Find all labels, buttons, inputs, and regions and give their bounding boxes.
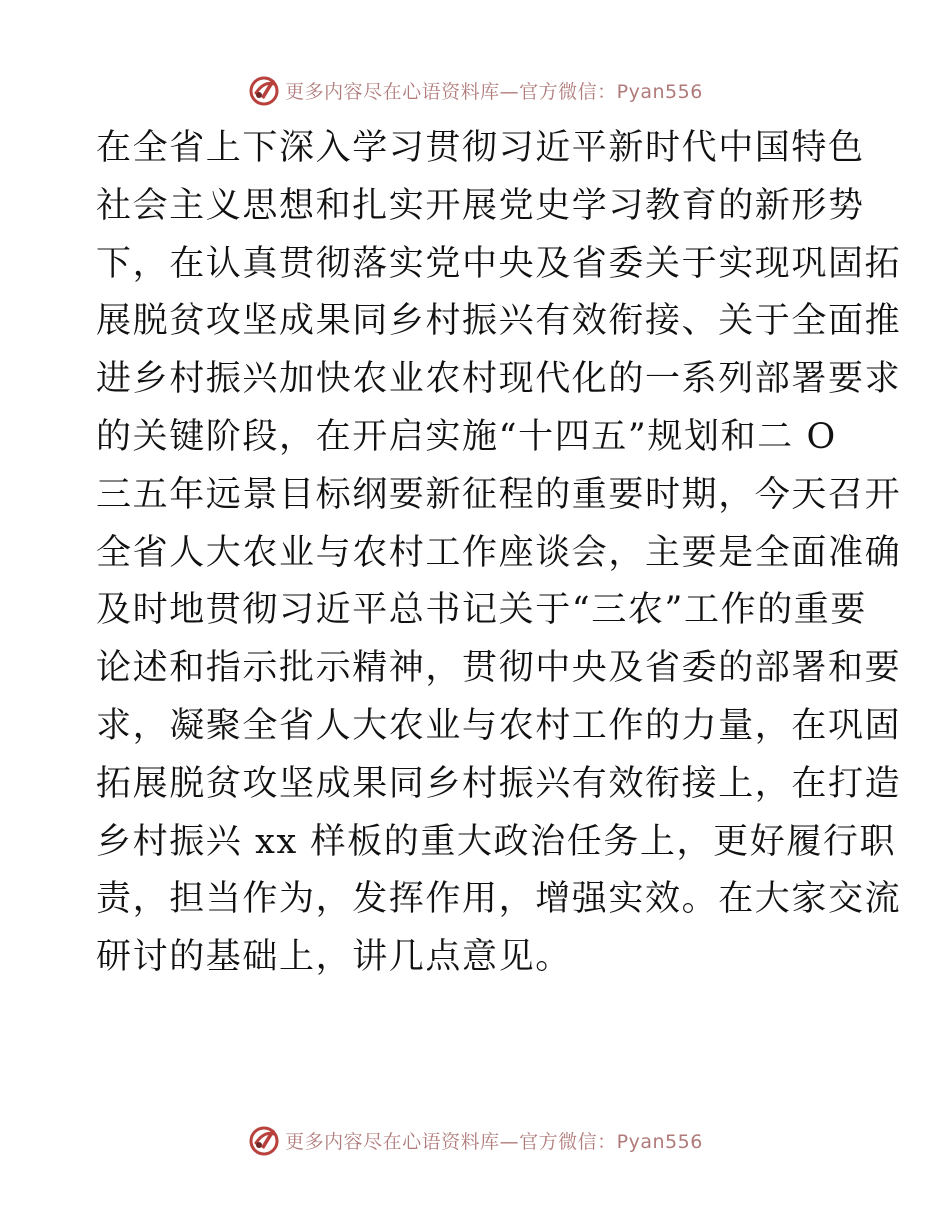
paragraph-line: 求，凝聚全省人大农业与农村工作的力量，在巩固 <box>96 705 902 746</box>
header-watermark <box>0 72 950 108</box>
paragraph-line: 三五年远景目标纲要新征程的重要时期，今天召开 <box>96 474 902 515</box>
brand-logo-icon <box>247 1123 281 1157</box>
paragraph-line: 展脱贫攻坚成果同乡村振兴有效衔接、关于全面推 <box>96 301 902 342</box>
document-body <box>96 120 902 987</box>
paragraph-line: 的关键阶段，在开启实施“十四五”规划和二 O <box>96 416 837 457</box>
paragraph-line: 下，在认真贯彻落实党中央及省委关于实现巩固拓 <box>96 243 902 284</box>
brand-logo-icon <box>247 73 281 107</box>
paragraph-line: 责，担当作为，发挥作用，增强实效。在大家交流 <box>96 879 902 920</box>
paragraph-line: 乡村振兴 xx 样板的重大政治任务上，更好履行职 <box>96 821 897 862</box>
watermark-label: 更多内容尽在心语资料库—官方微信： <box>285 1130 617 1153</box>
watermark-label: 更多内容尽在心语资料库—官方微信： <box>285 80 617 103</box>
paragraph-line: 在全省上下深入学习贯彻习近平新时代中国特色 <box>96 128 865 168</box>
paragraph-line: 进乡村振兴加快农业农村现代化的一系列部署要求 <box>96 359 902 400</box>
paragraph-line: 及时地贯彻习近平总书记关于“三农”工作的重要 <box>96 590 867 631</box>
paragraph-line: 社会主义思想和扎实开展党史学习教育的新形势 <box>96 185 865 226</box>
paragraph-line: 全省人大农业与农村工作座谈会，主要是全面准确 <box>96 532 902 573</box>
paragraph-line: 论述和指示批示精神，贯彻中央及省委的部署和要 <box>96 648 902 689</box>
paragraph-line: 研讨的基础上，讲几点意见。 <box>96 937 572 978</box>
watermark-text <box>285 1127 703 1154</box>
watermark-handle: Pyan556 <box>616 1130 703 1153</box>
footer-watermark <box>0 1122 950 1158</box>
watermark-text <box>285 77 703 104</box>
paragraph-line: 拓展脱贫攻坚成果同乡村振兴有效衔接上，在打造 <box>96 763 902 804</box>
watermark-handle: Pyan556 <box>616 80 703 103</box>
